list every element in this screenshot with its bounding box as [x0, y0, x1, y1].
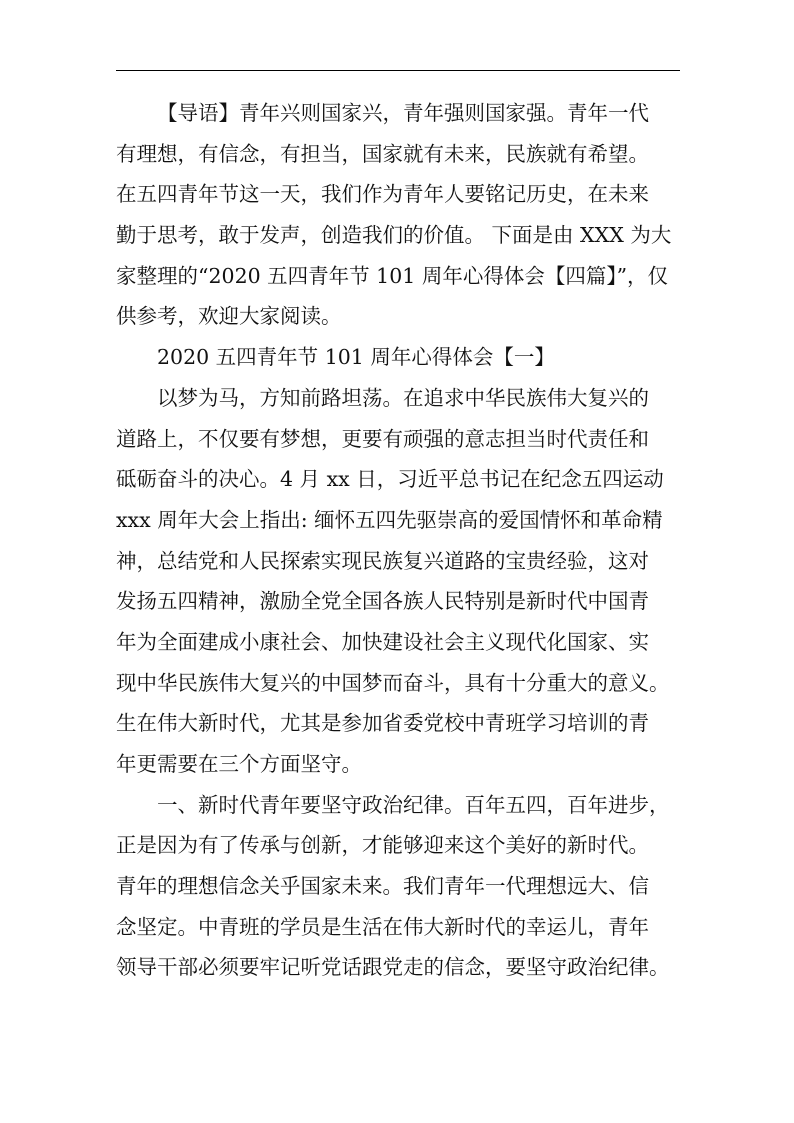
- intro-line-2: 有理想，有信念，有担当，国家就有未来，民族就有希望。: [116, 141, 649, 166]
- header-rule: [116, 70, 680, 71]
- paragraph-1-line-10: 年更需要在三个方面坚守。: [116, 752, 362, 776]
- paragraph-2-line-4: 念坚定。中青班的学员是生活在伟大新时代的幸运儿，青年: [116, 914, 649, 939]
- document-body: [116, 93, 680, 988]
- paragraph-1-line-6: 发扬五四精神，激励全党全国各族人民特别是新时代中国青: [116, 589, 649, 614]
- section-heading: 2020 五四青年节 101 周年心得体会【一】: [157, 345, 555, 370]
- intro-line-4: 勤于思考，敢于发声，创造我们的价值。 下面是由 XXX 为大: [116, 223, 672, 248]
- intro-line-5: 家整理的“2020 五四青年节 101 周年心得体会【四篇】”，仅: [116, 263, 669, 288]
- paragraph-1-line-8: 现中华民族伟大复兴的中国梦而奋斗，具有十分重大的意义。: [116, 670, 670, 695]
- paragraph-2-line-2: 正是因为有了传承与创新，才能够迎来这个美好的新时代。: [116, 833, 649, 858]
- intro-line-6: 供参考，欢迎大家阅读。: [116, 304, 342, 329]
- paragraph-2-line-3: 青年的理想信念关乎国家未来。我们青年一代理想远大、信: [116, 874, 649, 899]
- paragraph-1-line-5: 神，总结党和人民探索实现民族复兴道路的宝贵经验，这对: [116, 548, 649, 573]
- intro-line-1: 【导语】青年兴则国家兴，青年强则国家强。青年一代: [157, 101, 649, 125]
- paragraph-1-line-2: 道路上，不仅要有梦想，更要有顽强的意志担当时代责任和: [116, 426, 649, 451]
- paragraph-1-line-9: 生在伟大新时代，尤其是参加省委党校中青班学习培训的青: [116, 711, 649, 736]
- paragraph-1-line-4: xxx 周年大会上指出: 缅怀五四先驱崇高的爱国情怀和革命精: [116, 507, 663, 532]
- paragraph-2-line-5: 领导干部必须要牢记听党话跟党走的信念，要坚守政治纪律。: [116, 955, 670, 980]
- paragraph-2-line-1: 一、新时代青年要坚守政治纪律。百年五四，百年进步，: [157, 792, 670, 817]
- paragraph-1-line-7: 年为全面建成小康社会、加快建设社会主义现代化国家、实: [116, 629, 649, 654]
- intro-line-3: 在五四青年节这一天，我们作为青年人要铭记历史，在未来: [116, 182, 649, 207]
- paragraph-1-line-3: 砥砺奋斗的决心。4 月 xx 日，习近平总书记在纪念五四运动: [116, 467, 664, 492]
- paragraph-1-line-1: 以梦为马，方知前路坦荡。在追求中华民族伟大复兴的: [157, 385, 649, 410]
